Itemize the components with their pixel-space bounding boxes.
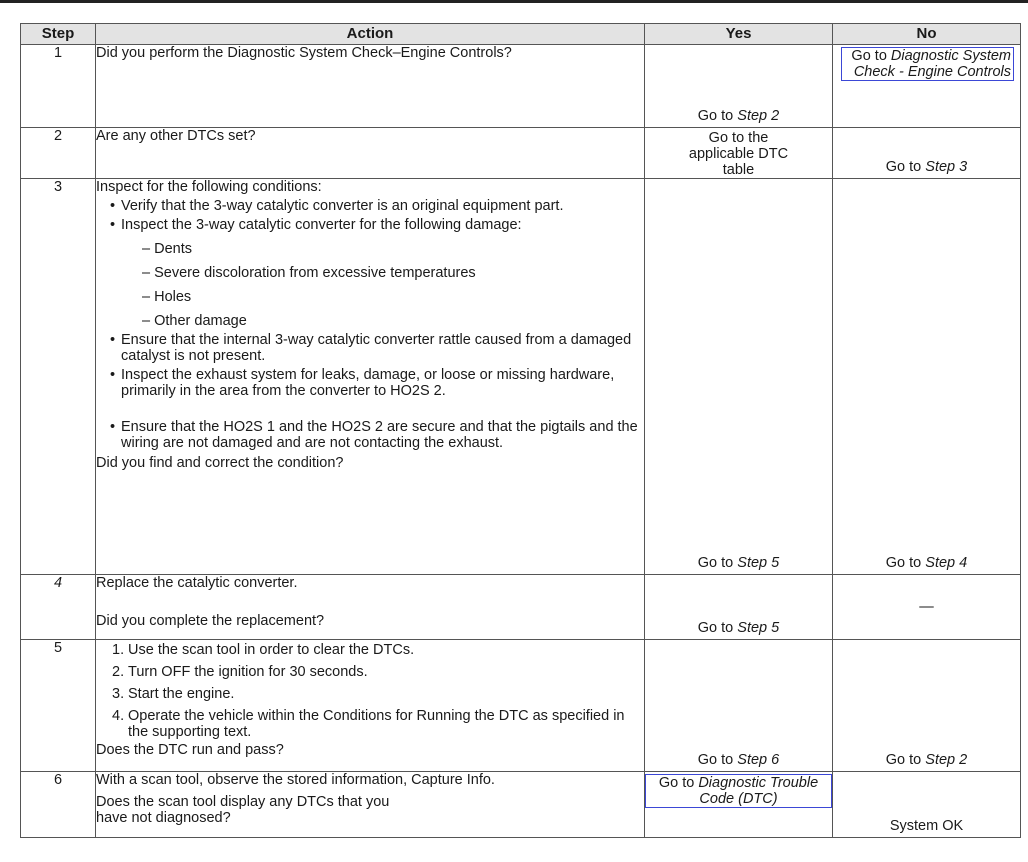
list-item: 1. Use the scan tool in order to clear the DTCs. — [112, 642, 415, 658]
top-rule — [0, 0, 1028, 3]
list-item: – Other damage — [142, 313, 247, 329]
yes-cell — [645, 179, 833, 575]
question-text: Did you find and correct the condition? — [96, 455, 344, 471]
table-row-step-5 — [21, 640, 1021, 772]
step-number: 6 — [21, 772, 96, 838]
step-number: 2 — [21, 128, 96, 179]
procedure-list — [96, 642, 644, 740]
list-item: • Ensure that the internal 3-way catalytic converter rattle caused from a damaged catalyst is not present. — [111, 332, 644, 364]
action-cell — [96, 772, 645, 838]
no-cell — [833, 45, 1021, 128]
list-item: 3. Start the engine. — [112, 686, 235, 702]
list-item: • Inspect the 3-way catalytic converter for the following damage: – Dents – Severe discoloration from excessive temperatures – Holes – Other damage — [111, 217, 644, 329]
list-item: • Verify that the 3-way catalytic converter is an original equipment part. — [111, 198, 644, 214]
no-cell — [833, 179, 1021, 575]
no-result[interactable]: Go to Step 4 — [885, 555, 968, 571]
damage-list — [111, 241, 644, 329]
yes-result[interactable]: Go to Step 5 — [697, 555, 780, 571]
header-action: Action — [96, 24, 645, 45]
no-result[interactable]: Go to Step 2 — [885, 752, 968, 768]
question-text: Did you perform the Diagnostic System Check–Engine Controls? — [96, 45, 512, 61]
no-cell — [833, 772, 1021, 838]
yes-cell — [645, 640, 833, 772]
yes-result[interactable]: Go to Step 6 — [697, 752, 780, 768]
yes-result[interactable]: Go to Step 2 — [697, 108, 780, 124]
step-number: 3 — [21, 179, 96, 575]
yes-result[interactable]: Go to Step 5 — [697, 620, 780, 636]
table-row-step-3 — [21, 179, 1021, 575]
condition-list — [96, 198, 644, 451]
table-row-step-6 — [21, 772, 1021, 838]
list-item: – Dents — [142, 241, 192, 257]
yes-cell — [645, 128, 833, 179]
action-cell — [96, 179, 645, 575]
yes-cell — [645, 772, 833, 838]
no-result: — — [919, 599, 934, 615]
intro-text: Replace the catalytic converter. — [96, 575, 298, 591]
action-cell — [96, 640, 645, 772]
question-text: Does the scan tool display any DTCs that you have not diagnosed? — [96, 794, 390, 826]
yes-cell — [645, 45, 833, 128]
step-number: 5 — [21, 640, 96, 772]
intro-text: Inspect for the following conditions: — [96, 179, 322, 195]
question-text: Are any other DTCs set? — [96, 128, 256, 144]
no-cell — [833, 640, 1021, 772]
no-link-diagnostic-system-check[interactable]: Go to Diagnostic System Check - Engine Controls — [841, 47, 1014, 81]
list-item: • Inspect the exhaust system for leaks, damage, or loose or missing hardware, primarily in the area from the converter to HO2S 2. — [111, 367, 644, 399]
step-number: 1 — [21, 45, 96, 128]
header-step: Step — [21, 24, 96, 45]
question-text: Did you complete the replacement? — [96, 613, 325, 629]
no-cell — [833, 575, 1021, 640]
yes-link-diagnostic-trouble-code[interactable]: Go to Diagnostic Trouble Code (DTC) — [645, 774, 832, 808]
yes-cell — [645, 575, 833, 640]
intro-text: With a scan tool, observe the stored information, Capture Info. — [96, 772, 495, 788]
list-item: – Severe discoloration from excessive temperatures — [142, 265, 476, 281]
no-cell — [833, 128, 1021, 179]
no-result[interactable]: Go to Step 3 — [885, 159, 968, 175]
list-item: • Ensure that the HO2S 1 and the HO2S 2 are secure and that the pigtails and the wiring are not damaged and are not contacting the exhaust. — [111, 419, 644, 451]
table-row-step-1 — [21, 45, 1021, 128]
header-row — [21, 24, 1021, 45]
header-yes: Yes — [645, 24, 833, 45]
list-item: 4. Operate the vehicle within the Conditions for Running the DTC as specified in the supporting text. — [112, 708, 625, 740]
no-result[interactable]: System OK — [889, 818, 964, 834]
diagnostic-table — [20, 23, 1021, 838]
action-cell — [96, 128, 645, 179]
list-item: 2. Turn OFF the ignition for 30 seconds. — [112, 664, 368, 680]
action-cell — [96, 575, 645, 640]
action-cell — [96, 45, 645, 128]
question-text: Does the DTC run and pass? — [96, 742, 284, 758]
table-row-step-4 — [21, 575, 1021, 640]
table-row-step-2 — [21, 128, 1021, 179]
yes-result[interactable]: Go to the applicable DTC table — [688, 130, 789, 178]
header-no: No — [833, 24, 1021, 45]
list-item: – Holes — [142, 289, 192, 305]
step-number: 4 — [21, 575, 96, 640]
